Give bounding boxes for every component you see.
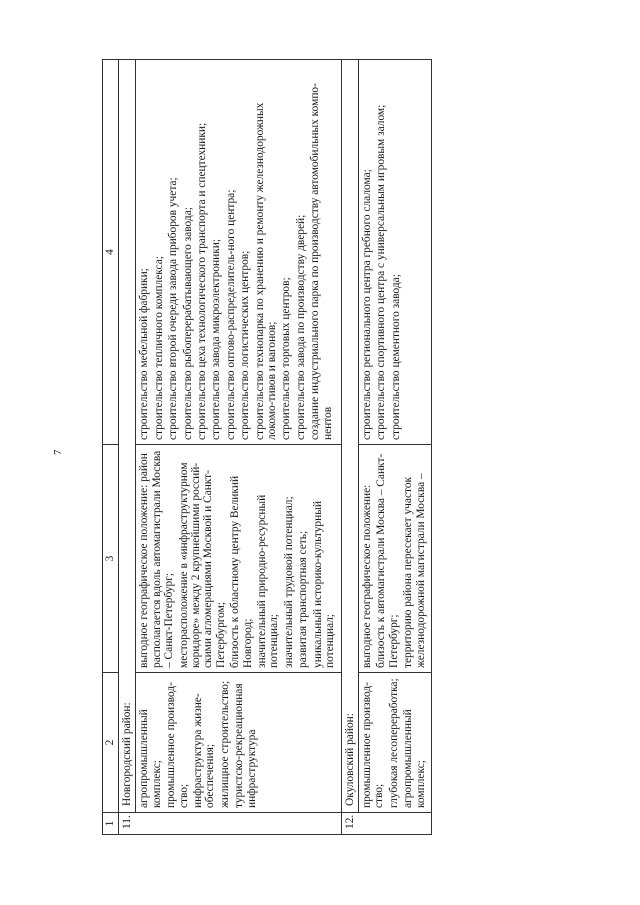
section-title-row bbox=[119, 60, 136, 835]
list-item: промышленное производ-ство; bbox=[165, 682, 190, 808]
list-item: создание индустриального парка по производству автомобильных компо-нентов bbox=[309, 83, 334, 440]
projects-cell bbox=[358, 60, 431, 445]
list-item: выгодное географическое положение: bbox=[360, 484, 373, 668]
list-item: инфраструктура жизне-обеспечения; bbox=[192, 693, 217, 808]
list-item: агропромышленный комплекс; bbox=[138, 709, 163, 808]
advantages-cell bbox=[358, 445, 431, 673]
list-item: промышленное производ-ство; bbox=[360, 682, 386, 808]
list-item: значительный природно-ресурсный потенциал; bbox=[256, 494, 281, 668]
list-item: строительство торговых центров; bbox=[280, 277, 293, 440]
list-item: территорию района пересекает участок железнодорожной магистрали Москва – bbox=[402, 473, 427, 668]
projects-cell bbox=[136, 60, 341, 445]
section-number: 12. bbox=[341, 813, 431, 835]
list-item: строительство цеха технологического транспорта и спецтехники; bbox=[196, 122, 209, 440]
investment-table bbox=[102, 59, 432, 835]
rotated-page bbox=[102, 60, 512, 835]
header-cell: 1 bbox=[103, 813, 119, 835]
list-item: жилищное строительство; bbox=[218, 680, 231, 808]
list-item: глубокая лесопереработка; bbox=[387, 678, 400, 808]
section-title-row bbox=[341, 60, 358, 835]
list-item: строительство второй очереди завода приборов учета; bbox=[167, 177, 180, 440]
advantages-cell bbox=[136, 445, 341, 673]
list-item: туристско-рекреационная инфраструктура bbox=[233, 683, 258, 808]
table-row bbox=[136, 60, 341, 835]
list-item: строительство оптово-распределитель-ного центра; bbox=[224, 189, 237, 440]
list-item: строительство логистических центров; bbox=[239, 250, 252, 440]
header-row bbox=[103, 60, 119, 835]
list-item: строительство рыбоперерабатывающего завода; bbox=[181, 207, 194, 440]
section-number: 11. bbox=[119, 813, 342, 835]
list-item: строительство цементного завода; bbox=[389, 274, 402, 440]
list-item: близость к автомагистрали Москва – Санкт-Петербург; bbox=[375, 453, 400, 668]
page-number: 7 bbox=[52, 449, 64, 455]
list-item: строительство тепличного комплекса; bbox=[152, 256, 165, 440]
list-item: строительство регионального центра гребного слалома; bbox=[360, 169, 373, 440]
directions-cell bbox=[358, 673, 431, 813]
table-row bbox=[358, 60, 431, 835]
list-item: агропромышленный комплекс; bbox=[402, 709, 427, 808]
header-cell: 2 bbox=[103, 673, 119, 813]
section-name: Окуловский район: bbox=[341, 60, 358, 813]
list-item: уникальный историко-культурный потенциал; bbox=[311, 501, 337, 668]
header-cell: 3 bbox=[103, 445, 119, 673]
list-item: месторасположение в «инфраструктурном коридоре» между 2 крупнейшими россий-скими агломерациями Москвой и Санкт-Петербургом; bbox=[177, 462, 227, 668]
list-item: строительство завода по производству дверей; bbox=[294, 214, 307, 440]
header-cell: 4 bbox=[103, 60, 119, 445]
list-item: развитая транспортная сеть; bbox=[297, 530, 310, 668]
list-item: строительство завода микроэлектроники; bbox=[210, 238, 223, 440]
list-item: строительство технопарка по хранению и ремонту железнодорожных локомо-тивов и вагонов; bbox=[253, 102, 279, 440]
directions-cell bbox=[136, 673, 341, 813]
list-item: выгодное географическое положение: район располагается вдоль автомагистрали Москва – Санкт-Петербург; bbox=[138, 450, 176, 668]
list-item: близость к областному центру Великий Новгород; bbox=[229, 475, 254, 668]
section-name: Новгородский район: bbox=[119, 60, 136, 813]
list-item: строительство спортивного центра с универсальным игровым залом; bbox=[375, 104, 388, 440]
list-item: значительный трудовой потенциал; bbox=[282, 496, 295, 668]
list-item: строительство мебельной фабрики; bbox=[138, 268, 151, 440]
